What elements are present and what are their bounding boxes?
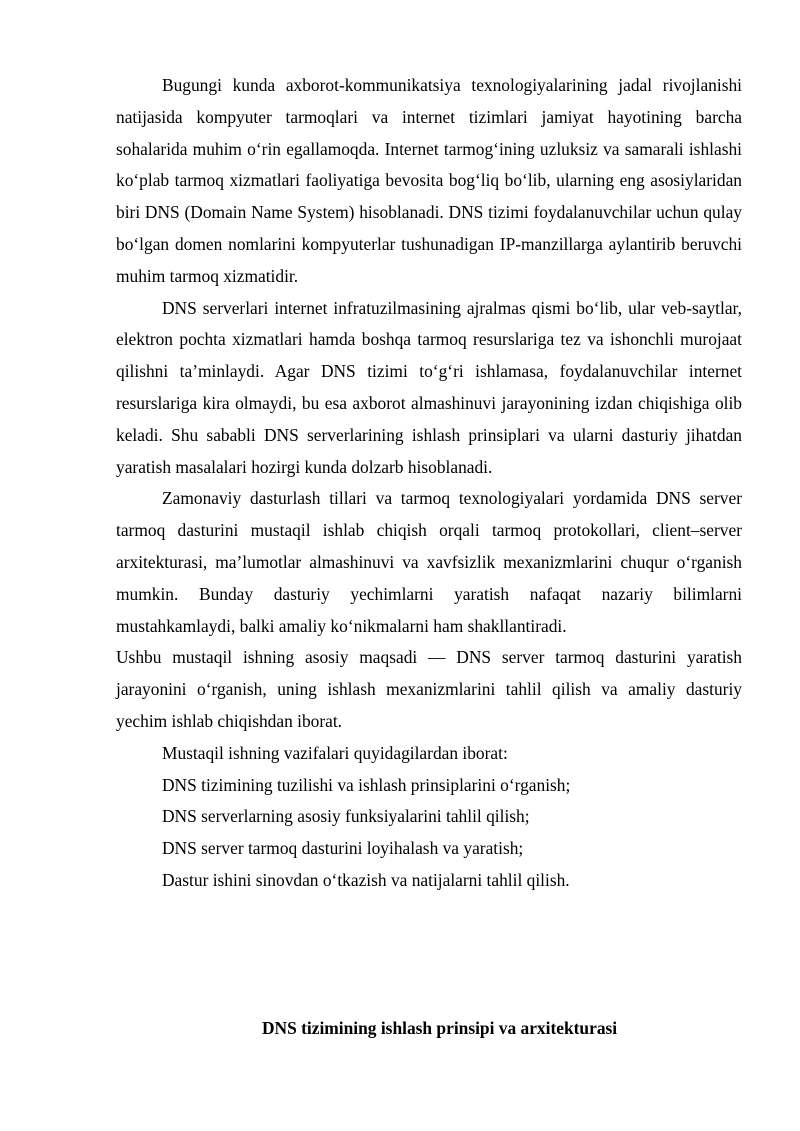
task-item: DNS serverlarning asosiy funksiyalarini tahlil qilish; <box>162 806 530 827</box>
task-item: DNS server tarmoq dasturini loyihalash va yaratish; <box>162 838 524 859</box>
section-heading: DNS tizimining ishlash prinsipi va arxitekturasi <box>262 1018 618 1038</box>
paragraph-goal: Ushbu mustaqil ishning asosiy maqsadi — DNS server tarmoq dasturini yaratish jarayonini o‘rganish, uning ishlash mexanizmlarini tahlil qilish va amaliy dasturiy yechim ishlab chiqishdan iborat. <box>116 647 742 731</box>
task-list <box>116 738 742 897</box>
task-list-intro: Mustaqil ishning vazifalari quyidagilardan iborat: <box>162 742 508 763</box>
paragraph-modern-programming: Zamonaviy dasturlash tillari va tarmoq texnologiyalari yordamida DNS server tarmoq dasturini mustaqil ishlab chiqish orqali tarmoq protokollari, client–server arxitekturasi, ma’lumotlar almashinuvi va xavfsizlik mexanizmlarini chuqur o‘rganish mumkin. Bunday dasturiy yechimlarni yaratish nafaqat nazariy bilimlarni mustahkamlaydi, balki amaliy ko‘nikmalarni ham shakllantiradi. <box>116 488 742 636</box>
paragraph-intro: Bugungi kunda axborot-kommunikatsiya texnologiyalarining jadal rivojlanishi natijasida kompyuter tarmoqlari va internet tizimlari jamiyat hayotining barcha sohalarida muhim o‘rin egallamoqda. Internet tarmog‘ining uzluksiz va samarali ishlashi ko‘plab tarmoq xizmatlari faoliyatiga bevosita bog‘liq bo‘lib, ularning eng asosiylaridan biri DNS (Domain Name System) hisoblanadi. DNS tizimi foydalanuvchilar uchun qulay bo‘lgan domen nomlarini kompyuterlar tushunadigan IP-manzillarga aylantirib beruvchi muhim tarmoq xizmatidir. <box>116 75 742 286</box>
task-item: DNS tizimining tuzilishi va ishlash prinsiplarini o‘rganish; <box>162 774 571 795</box>
paragraph-dns-servers: DNS serverlari internet infratuzilmasining ajralmas qismi bo‘lib, ular veb-saytlar, elektron pochta xizmatlari hamda boshqa tarmoq resurslariga tez va ishonchli murojaat qilishni ta’minlaydi. Agar DNS tizimi to‘g‘ri ishlamasa, foydalanuvchilar internet resurslariga kira olmaydi, bu esa axborot almashinuvi jarayonining izdan chiqishiga olib keladi. Shu sababli DNS serverlarining ishlash prinsiplari va ularni dasturiy jihatdan yaratish masalalari hozirgi kunda dolzarb hisoblanadi. <box>116 297 742 477</box>
task-item: Dastur ishini sinovdan o‘tkazish va natijalarni tahlil qilish. <box>162 869 570 890</box>
document-body <box>116 70 742 897</box>
